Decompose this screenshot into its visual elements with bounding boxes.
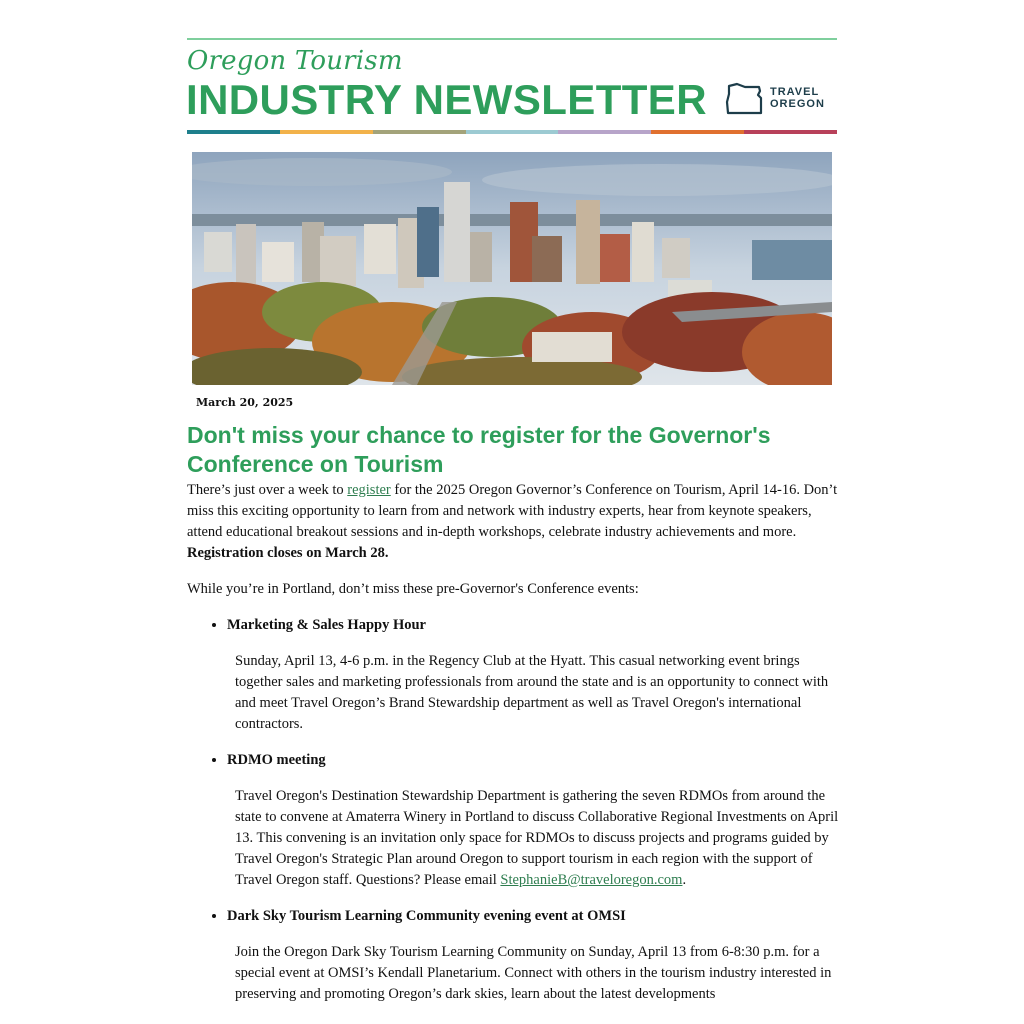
events-intro-paragraph: While you’re in Portland, don’t miss these pre-Governor's Conference events: bbox=[187, 581, 639, 597]
logo-line-1: TRAVEL bbox=[770, 86, 820, 98]
event-title: Marketing & Sales Happy Hour bbox=[227, 617, 426, 633]
event-item bbox=[227, 750, 839, 891]
article-headline: Don't miss your chance to register for the Governor's Conference on Tourism bbox=[187, 422, 771, 477]
event-description-text: Travel Oregon's Destination Stewardship Department is gathering the seven RDMOs from around the state to convene at Amaterra Winery in Portland to discuss Collaborative Regional Investments on April 13. This convening is an invitation only space for RDMOs to discuss projects and programs guided by Travel Oregon's Strategic Plan around Oregon to support tourism in each region with the support of Travel Oregon staff. Questions? Please email bbox=[235, 788, 839, 888]
color-stripe-segment bbox=[187, 130, 280, 134]
event-description bbox=[235, 786, 839, 891]
intro-text-post: for the 2025 Oregon Governor’s Conference on Tourism, April 14-16. Don’t miss this exciting opportunity to learn from and network with industry experts, hear from keynote speakers, attend educational breakout sessions and in-depth workshops, celebrate industry achievements and more. bbox=[187, 482, 838, 540]
travel-oregon-logo[interactable] bbox=[725, 82, 825, 118]
logo-wordmark bbox=[770, 86, 825, 110]
color-stripe-segment bbox=[466, 130, 559, 134]
newsletter-kicker: Oregon Tourism bbox=[187, 46, 403, 76]
hero-image bbox=[192, 152, 832, 385]
email-link[interactable]: StephanieB@traveloregon.com bbox=[500, 872, 683, 888]
event-description-end: . bbox=[682, 872, 687, 888]
color-stripe-segment bbox=[280, 130, 373, 134]
event-title: RDMO meeting bbox=[227, 752, 326, 768]
events-list bbox=[187, 615, 839, 1005]
intro-text-pre: There’s just over a week to bbox=[187, 482, 348, 498]
event-item bbox=[227, 906, 839, 1005]
logo-line-2: OREGON bbox=[770, 98, 825, 110]
oregon-state-icon bbox=[725, 82, 765, 118]
event-description: Sunday, April 13, 4-6 p.m. in the Regency Club at the Hyatt. This casual networking event brings together sales and marketing professionals from around the state and is an opportunity to connect with and meet Travel Oregon’s Brand Stewardship department as well as Travel Oregon's international contractors. bbox=[235, 653, 829, 732]
color-stripe-segment bbox=[558, 130, 651, 134]
newsletter-title: INDUSTRY NEWSLETTER bbox=[186, 76, 707, 123]
intro-paragraph bbox=[187, 480, 839, 564]
event-description: Join the Oregon Dark Sky Tourism Learning Community on Sunday, April 13 from 6-8:30 p.m. for a special event at OMSI’s Kendall Planetarium. Connect with others in the tourism industry interested in preserving and promoting Oregon’s dark skies, learn about the latest developments bbox=[235, 944, 832, 1002]
event-item bbox=[227, 615, 839, 735]
color-stripe-segment bbox=[651, 130, 744, 134]
header-color-stripe bbox=[187, 130, 837, 134]
portland-skyline-image bbox=[192, 152, 832, 385]
article-body bbox=[187, 480, 839, 1020]
event-title: Dark Sky Tourism Learning Community evening event at OMSI bbox=[227, 908, 626, 924]
color-stripe-segment bbox=[373, 130, 466, 134]
header-top-rule bbox=[187, 38, 837, 40]
issue-date: March 20, 2025 bbox=[196, 396, 294, 409]
registration-deadline: Registration closes on March 28. bbox=[187, 545, 389, 561]
register-link[interactable]: register bbox=[347, 482, 391, 498]
color-stripe-segment bbox=[744, 130, 837, 134]
